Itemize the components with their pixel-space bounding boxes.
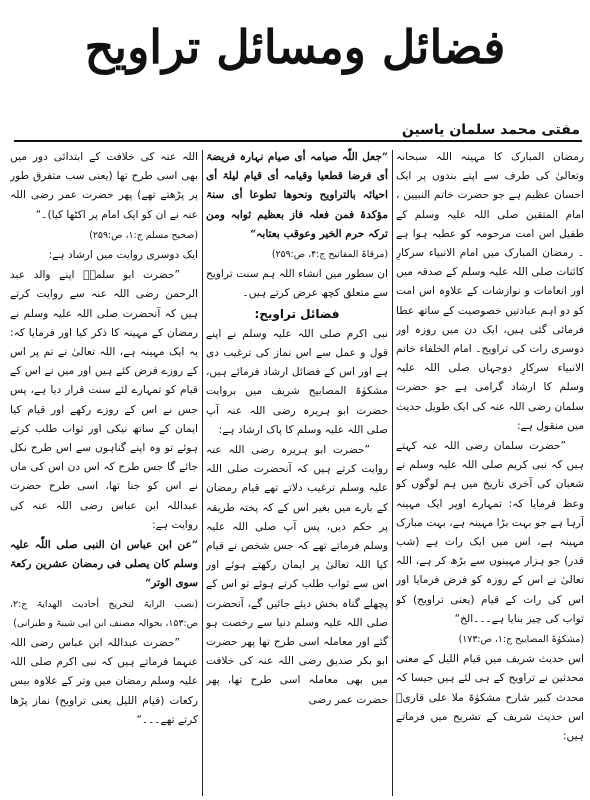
arabic-quote-mirqat: ”جعل اللّٰہ صیامہ أی صیام نہارہ فریضۃ أی فرضا قطعیا وقیامہ أی قیام لیلۃ أی احیائہ بالتراویح ونحوھا تطوعا أی سنۃ مؤکدۃ فمن فعلہ فاز بعظیم ثوابہ ومن ترکہ حرم الخیر وعوقب بعتابہ“ <box>206 151 388 240</box>
reference-muslim: (صحیح مسلم ج:۱، ص:۲۵۹) <box>89 229 198 241</box>
hadith-abu-hurairah-quote: ”حضرت ابو ہریرہ رضی اللہ عنہ روایت کرتے ہیں کہ آنحضرت صلی اللہ علیہ وسلم ترغیب دلاتے تھے قیام رمضان کے بارے میں بغیر اس کے کہ پختہ طریقہ پر حکم دیں، پس آپ صلی اللہ علیہ وسلم فرماتے تھے کہ جس شخص نے قیام کیا اللہ تعالیٰ پر ایمان رکھتے ہوئے اور اس سے ثواب طلب کرتے ہوئے تو اس کے پچھلے گناہ بخش دیئے جائیں گے، آنحضرت صلی اللہ علیہ وسلم دنیا سے رخصت ہو گئے اور معاملہ اسی طرح تھا پھر حضرت ابو بکر صدیق رضی اللہ عنہ کی خلافت میں بھی معاملہ اسی طرح تھا، پھر حضرت عمر رضی <box>206 444 388 706</box>
ibn-abbas-translation: ”حضرت عبداللہ ابن عباس رضی اللہ عنہما فرماتے ہیں کہ نبی اکرم صلی اللہ علیہ وسلم رمضان میں وتر کے علاوہ بیس رکعات (قیام اللیل یعنی تراویح) نماز پڑھا کرتے تھے۔۔۔“ <box>10 637 198 726</box>
header-rule <box>14 140 582 142</box>
column-divider <box>392 150 393 796</box>
explanation-paragraph: اس حدیث شریف میں قیام اللیل کے معنی محدثین نے تراویح کے ہی لئے ہیں جیسا کہ محدث کبیر شارح مشکوٰۃ ملا علی قاریؒ اس حدیث شریف کے تشریح میں فرماتے ہیں: <box>396 653 584 743</box>
column-middle <box>206 148 388 798</box>
purpose-paragraph: ان سطور میں انشاء اللہ ہم سنت تراویح سے متعلق کچھ عرض کرتے ہیں۔ <box>206 268 388 300</box>
article-title: فضائل ومسائل تراویح <box>84 20 506 74</box>
author-name: مفتی محمد سلمان یاسین <box>401 122 580 138</box>
second-narration-intro: ایک دوسری روایت میں ارشاد ہے: <box>48 249 198 262</box>
continuation-paragraph: اللہ عنہ کی خلافت کے ابتدائی دور میں بھی اسی طرح تھا (یعنی سب متفرق طور پر پڑھتے تھے) پھر حضرت عمر رضی اللہ عنہ نے ان کو ایک امام پر اکٹھا کیا)۔“ <box>10 151 198 221</box>
arabic-quote-ibn-abbas: ”عن ابن عباس ان النبی صلی اللّٰہ علیہ وسلم کان یصلی فی رمضان عشرین رکعۃ سوی الوتر“ <box>10 539 198 590</box>
reference-mirqat: (مرقاۃ المفاتیح ج:۴، ص:۲۵۹) <box>271 249 388 261</box>
column-divider <box>202 150 203 796</box>
section-heading-fazail: فضائل تراویح: <box>254 306 340 321</box>
hadith-salman-quote: ”حضرت سلمان رضی اللہ عنہ کہتے ہیں کہ نبی کریم صلی اللہ علیہ وسلم نے شعبان کی آخری تاریخ میں ہم لوگوں کو وعظ فرمایا کہ: تمہارے اوپر ایک مہینہ آرہا ہے جو بہت بڑا مہینہ ہے، بہت مبارک مہینہ ہے، اس میں ایک رات ہے (شب قدر) جو ہزار مہینوں سے بڑھ کر ہے، اللہ تعالیٰ نے اس کے روزہ کو فرض فرمایا اور اس کی رات کے قیام (یعنی تراویح) کو ثواب کی چیز بنایا ہے۔۔۔الخ“ <box>396 440 584 625</box>
column-right <box>396 148 584 798</box>
reference-mishkat: (مشکوٰۃ المصابیح ج:۱، ص:۱۷۳) <box>458 634 584 646</box>
intro-paragraph: رمضان المبارک کا مہینہ اللہ سبحانہ وتعالیٰ کی طرف سے اپنے بندوں پر ایک احسان عظیم ہے جو حضرت خاتم النبیین ، امام المتقین صلی اللہ علیہ وسلم کے طفیل اس امت مرحومہ کو عطیہ ہوا ہے ۔ رمضان المبارک میں امام الانبیاء سرکارِ کائنات صلی اللہ علیہ وسلم کے صدقہ میں اور انعامات و نوازشات کے علاوہ اس امت کو دو اہم عبادتیں خصوصیت کے ساتھ عطا فرمائی گئی ہیں، ایک دن میں روزہ اور دوسری رات کی تراویح۔ امام الخلفاء خاتم الانبیاء سرکارِ دوجہاں صلی اللہ علیہ وسلم کا ارشاد گرامی ہے جو حضرت سلمان رضی اللہ عنہ کی ایک طویل حدیث میں منقول ہے: <box>396 151 584 432</box>
column-left <box>10 148 198 798</box>
hadith-abu-salama-quote: ”حضرت ابو سلمہؒ اپنے والد عبد الرحمن رضی اللہ عنہ سے روایت کرتے ہیں کہ آنحضرت صلی اللہ علیہ وسلم نے رمضان کے مہینہ کا ذکر کیا اور فرمایا کہ: یہ ایک مہینہ ہے، اللہ تعالیٰ نے تم پر اس کے روزے فرض کئے ہیں اور میں نے اس کے قیام کو تمہارے لئے سنت قرار دیا ہے، پس جس نے اس کے روزے رکھے اور قیام کیا ایمان کے ساتھ نیکی اور ثواب طلب کرتے ہوئے تو وہ اپنے گناہوں سے اس طرح نکل جائے گا جس طرح کہ اس دن اس کی ماں نے اس کو جنا تھا، اسی طرح حضرت عبداللہ ابن عباس رضی اللہ عنہ کی روایت ہے: <box>10 269 198 531</box>
reference-nasb-al-rayah: (نصب الرایۃ لتخریج أحادیث الھدایۃ ج:۲، ص:۱۵۳، بحوالہ مصنف ابن ابی شیبۃ و طبرانی) <box>10 598 198 629</box>
fazail-paragraph: نبی اکرم صلی اللہ علیہ وسلم نے اپنے قول و عمل سے اس نماز کی ترغیب دی ہے اور اس کے فضائل ارشاد فرمائے ہیں، مشکوٰۃ المصابیح شریف میں بروایت حضرت ابو ہریرہ رضی اللہ عنہ آپ صلی اللہ علیہ وسلم کا پاک ارشاد ہے: <box>206 327 388 436</box>
